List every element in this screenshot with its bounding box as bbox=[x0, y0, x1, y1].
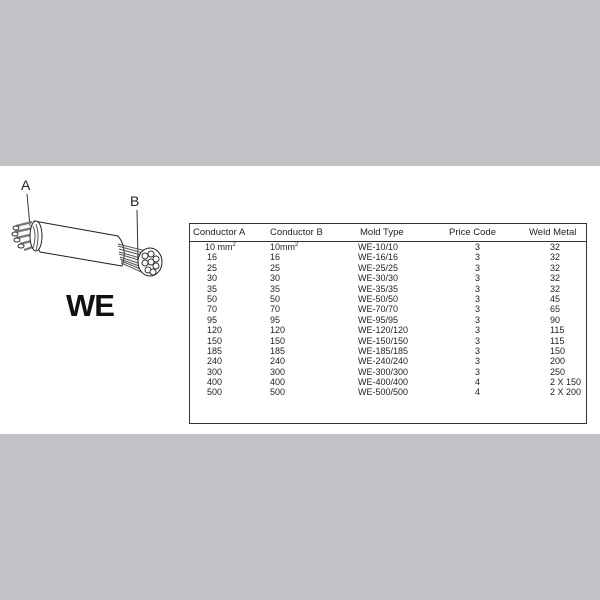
conductor-b-cell: 16 bbox=[270, 252, 281, 263]
header-mold-type: Mold Type bbox=[360, 227, 404, 238]
header-price-code: Price Code bbox=[449, 227, 496, 238]
conductor-b-cell: 95 bbox=[270, 314, 281, 325]
price-code-cell: 3 bbox=[475, 252, 481, 263]
weld-metal-cell: 2 X 150 bbox=[550, 377, 582, 388]
mold-type-cell: WE-10/10 bbox=[358, 242, 399, 252]
weld-metal-cell: 90 bbox=[550, 314, 561, 325]
conductor-a-cell: 10 $mm^2$ bbox=[205, 242, 236, 252]
conductor-b-cell: 70 bbox=[270, 304, 281, 315]
price-code-cell: 4 bbox=[475, 377, 481, 388]
mold-type-cell: WE-16/16 bbox=[358, 252, 399, 263]
table-row bbox=[190, 377, 586, 387]
weld-metal-cell: 32 bbox=[550, 242, 561, 252]
conductor-a-cell: 150 bbox=[207, 335, 223, 346]
mold-type-cell: WE-185/185 bbox=[358, 345, 409, 356]
conductor-a-cell: 50 bbox=[207, 293, 218, 304]
price-code-cell: 3 bbox=[475, 335, 481, 346]
table-header bbox=[190, 224, 586, 242]
weld-metal-cell: 32 bbox=[550, 252, 561, 263]
conductor-a-cell: 120 bbox=[207, 325, 223, 336]
mold-type-cell: WE-25/25 bbox=[358, 262, 399, 273]
conductor-a-cell: 25 bbox=[207, 262, 218, 273]
price-code-cell: 3 bbox=[475, 325, 481, 336]
price-code-cell: 3 bbox=[475, 273, 481, 284]
leader-line-b bbox=[137, 210, 138, 261]
cable-diagram bbox=[0, 166, 180, 434]
mold-type-cell: WE-120/120 bbox=[358, 325, 409, 336]
table-row bbox=[190, 252, 586, 262]
weld-metal-cell: 2 X 200 bbox=[550, 387, 582, 398]
weld-metal-cell: 32 bbox=[550, 283, 561, 294]
weld-metal-cell: 32 bbox=[550, 262, 561, 273]
header-weld-metal: Weld Metal bbox=[529, 227, 577, 238]
price-code-cell: 3 bbox=[475, 345, 481, 356]
mold-type-cell: WE-50/50 bbox=[358, 293, 399, 304]
header-conductor-a: Conductor A bbox=[193, 227, 246, 238]
conductor-b-cell: $10mm^2$ bbox=[270, 242, 299, 252]
conductor-b-cell: 30 bbox=[270, 273, 281, 284]
conductor-a-cell: 185 bbox=[207, 345, 223, 356]
mold-type-cell: WE-30/30 bbox=[358, 273, 399, 284]
price-code-cell: 3 bbox=[475, 304, 481, 315]
conductor-a-cell: 500 bbox=[207, 387, 223, 398]
mold-type-cell: WE-500/500 bbox=[358, 387, 409, 398]
table-row bbox=[190, 242, 586, 252]
conductor-a-cell: 400 bbox=[207, 377, 223, 388]
table-row bbox=[190, 315, 586, 325]
mold-type-cell: WE-240/240 bbox=[358, 356, 409, 367]
mold-type-cell: WE-70/70 bbox=[358, 304, 399, 315]
weld-metal-cell: 200 bbox=[550, 356, 566, 367]
conductor-a-cell: 30 bbox=[207, 273, 218, 284]
conductor-a-cell: 70 bbox=[207, 304, 218, 315]
label-a: A bbox=[21, 177, 31, 193]
mold-type-cell: WE-35/35 bbox=[358, 283, 399, 294]
table-row bbox=[190, 294, 586, 304]
conductor-a-cell: 300 bbox=[207, 366, 223, 377]
table-row bbox=[190, 263, 586, 273]
mold-type-cell: WE-300/300 bbox=[358, 366, 409, 377]
table-row bbox=[190, 273, 586, 283]
leader-line-a bbox=[27, 194, 30, 226]
price-code-cell: 3 bbox=[475, 262, 481, 273]
conductor-b-cell: 500 bbox=[270, 387, 286, 398]
price-code-cell: 3 bbox=[475, 356, 481, 367]
table-row bbox=[190, 387, 586, 397]
mold-type-cell: WE-400/400 bbox=[358, 377, 409, 388]
table-row bbox=[190, 325, 586, 335]
table-row bbox=[190, 336, 586, 346]
conductor-a-cell: 95 bbox=[207, 314, 218, 325]
weld-metal-cell: 115 bbox=[550, 335, 565, 346]
conductor-b-cell: 50 bbox=[270, 293, 281, 304]
price-code-cell: 3 bbox=[475, 283, 481, 294]
weld-metal-cell: 65 bbox=[550, 304, 561, 315]
weld-metal-cell: 115 bbox=[550, 325, 565, 336]
weld-metal-cell: 250 bbox=[550, 366, 566, 377]
table-body bbox=[190, 242, 586, 398]
price-code-cell: 3 bbox=[475, 293, 481, 304]
product-code-title: WE bbox=[66, 288, 114, 323]
table-row bbox=[190, 367, 586, 377]
conductor-b-cell: 400 bbox=[270, 377, 286, 388]
specification-table bbox=[189, 223, 587, 424]
weld-metal-cell: 150 bbox=[550, 345, 566, 356]
table-row bbox=[190, 346, 586, 356]
price-code-cell: 3 bbox=[475, 242, 481, 252]
conductor-b-cell: 150 bbox=[270, 335, 286, 346]
header-conductor-b: Conductor B bbox=[270, 227, 323, 238]
conductor-b-cell: 240 bbox=[270, 356, 286, 367]
price-code-cell: 4 bbox=[475, 387, 481, 398]
table-row bbox=[190, 284, 586, 294]
table-row bbox=[190, 304, 586, 314]
conductor-b-cell: 300 bbox=[270, 366, 286, 377]
mold-type-cell: WE-150/150 bbox=[358, 335, 409, 346]
cable-illustration bbox=[0, 166, 180, 306]
product-panel bbox=[0, 166, 600, 434]
conductor-b-cell: 25 bbox=[270, 262, 281, 273]
table-row bbox=[190, 356, 586, 366]
weld-metal-cell: 32 bbox=[550, 273, 561, 284]
conductor-b-cell: 120 bbox=[270, 325, 286, 336]
conductor-a-cell: 240 bbox=[207, 356, 223, 367]
conductor-b-cell: 35 bbox=[270, 283, 281, 294]
label-b: B bbox=[130, 193, 140, 209]
weld-metal-cell: 45 bbox=[550, 293, 561, 304]
conductor-a-cell: 16 bbox=[207, 252, 218, 263]
mold-type-cell: WE-95/95 bbox=[358, 314, 399, 325]
price-code-cell: 3 bbox=[475, 366, 481, 377]
price-code-cell: 3 bbox=[475, 314, 481, 325]
conductor-a-cell: 35 bbox=[207, 283, 218, 294]
conductor-b-cell: 185 bbox=[270, 345, 286, 356]
